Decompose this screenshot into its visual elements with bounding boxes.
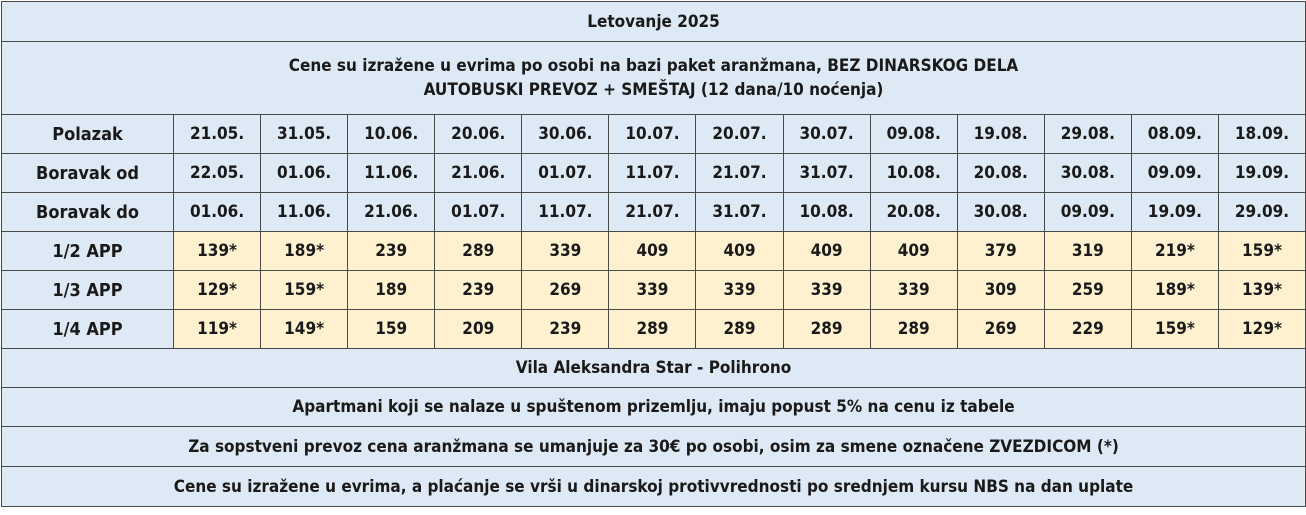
title-row xyxy=(2,2,1306,42)
table-cell: 10.07. xyxy=(609,115,696,154)
table-cell: 10.08. xyxy=(783,193,870,232)
note-row-1 xyxy=(2,388,1306,427)
table-cell: 20.08. xyxy=(957,154,1044,193)
table-cell: 11.07. xyxy=(522,193,609,232)
table-cell: 149* xyxy=(261,310,348,349)
villa-name: Vila Aleksandra Star - Polihrono xyxy=(2,349,1306,388)
table-cell: 409 xyxy=(609,232,696,271)
table-cell: 309 xyxy=(957,271,1044,310)
table-cell: 229 xyxy=(1044,310,1131,349)
table-cell: 31.07. xyxy=(783,154,870,193)
table-cell: 19.09. xyxy=(1218,154,1305,193)
note-basement-discount: Apartmani koji se nalaze u spuštenom prizemlju, imaju popust 5% na cenu iz tabele xyxy=(2,388,1306,427)
table-cell: 20.08. xyxy=(870,193,957,232)
table-cell: 19.08. xyxy=(957,115,1044,154)
table-cell: 129* xyxy=(174,271,261,310)
table-cell: 209 xyxy=(435,310,522,349)
table-cell: 409 xyxy=(870,232,957,271)
table-cell: 379 xyxy=(957,232,1044,271)
table-cell: 29.09. xyxy=(1218,193,1305,232)
row-label: Boravak od xyxy=(2,154,174,193)
subtitle-line-2: AUTOBUSKI PREVOZ + SMEŠTAJ (12 dana/10 noćenja) xyxy=(423,80,884,100)
table-cell: 219* xyxy=(1131,232,1218,271)
table-cell: 21.07. xyxy=(696,154,783,193)
note-row-2 xyxy=(2,427,1306,467)
row-app-1-2 xyxy=(2,232,1306,271)
row-app-1-3 xyxy=(2,271,1306,310)
table-cell: 08.09. xyxy=(1131,115,1218,154)
table-cell: 21.06. xyxy=(435,154,522,193)
table-cell: 31.07. xyxy=(696,193,783,232)
table-cell: 11.06. xyxy=(348,154,435,193)
table-cell: 21.05. xyxy=(174,115,261,154)
table-cell: 18.09. xyxy=(1218,115,1305,154)
table-cell: 289 xyxy=(435,232,522,271)
table-cell: 409 xyxy=(783,232,870,271)
note-row-3 xyxy=(2,467,1306,507)
row-polazak xyxy=(2,115,1306,154)
table-cell: 319 xyxy=(1044,232,1131,271)
table-cell: 10.06. xyxy=(348,115,435,154)
table-cell: 30.08. xyxy=(957,193,1044,232)
table-cell: 289 xyxy=(609,310,696,349)
table-cell: 239 xyxy=(435,271,522,310)
price-table xyxy=(1,1,1306,507)
table-cell: 159 xyxy=(348,310,435,349)
table-cell: 22.05. xyxy=(174,154,261,193)
table-cell: 21.07. xyxy=(609,193,696,232)
table-cell: 01.06. xyxy=(174,193,261,232)
table-cell: 409 xyxy=(696,232,783,271)
row-label: Boravak do xyxy=(2,193,174,232)
table-cell: 339 xyxy=(870,271,957,310)
table-cell: 269 xyxy=(522,271,609,310)
table-cell: 289 xyxy=(870,310,957,349)
table-title: Letovanje 2025 xyxy=(2,2,1306,42)
table-cell: 339 xyxy=(696,271,783,310)
table-cell: 29.08. xyxy=(1044,115,1131,154)
table-cell: 339 xyxy=(783,271,870,310)
table-cell: 189 xyxy=(348,271,435,310)
row-app-1-4 xyxy=(2,310,1306,349)
table-subtitle xyxy=(2,42,1306,115)
table-cell: 21.06. xyxy=(348,193,435,232)
table-cell: 289 xyxy=(783,310,870,349)
villa-row xyxy=(2,349,1306,388)
table-cell: 159* xyxy=(1131,310,1218,349)
table-cell: 11.07. xyxy=(609,154,696,193)
table-cell: 01.06. xyxy=(261,154,348,193)
table-cell: 11.06. xyxy=(261,193,348,232)
table-cell: 10.08. xyxy=(870,154,957,193)
table-cell: 09.08. xyxy=(870,115,957,154)
table-cell: 129* xyxy=(1218,310,1305,349)
row-label: 1/4 APP xyxy=(2,310,174,349)
table-cell: 159* xyxy=(1218,232,1305,271)
table-cell: 239 xyxy=(522,310,609,349)
table-cell: 269 xyxy=(957,310,1044,349)
table-cell: 189* xyxy=(261,232,348,271)
row-boravak-do xyxy=(2,193,1306,232)
table-cell: 30.07. xyxy=(783,115,870,154)
row-label: Polazak xyxy=(2,115,174,154)
table-cell: 31.05. xyxy=(261,115,348,154)
table-cell: 139* xyxy=(1218,271,1305,310)
table-cell: 159* xyxy=(261,271,348,310)
note-payment: Cene su izražene u evrima, a plaćanje se vrši u dinarskoj protivvrednosti po srednjem kursu NBS na dan uplate xyxy=(2,467,1306,507)
table-cell: 09.09. xyxy=(1044,193,1131,232)
table-cell: 01.07. xyxy=(522,154,609,193)
note-own-transport: Za sopstveni prevoz cena aranžmana se umanjuje za 30€ po osobi, osim za smene označene ZVEZDICOM (*) xyxy=(2,427,1306,467)
row-label: 1/3 APP xyxy=(2,271,174,310)
table-cell: 189* xyxy=(1131,271,1218,310)
table-cell: 289 xyxy=(696,310,783,349)
table-cell: 01.07. xyxy=(435,193,522,232)
table-cell: 239 xyxy=(348,232,435,271)
table-cell: 20.06. xyxy=(435,115,522,154)
table-cell: 339 xyxy=(522,232,609,271)
table-cell: 139* xyxy=(174,232,261,271)
table-cell: 19.09. xyxy=(1131,193,1218,232)
table-cell: 20.07. xyxy=(696,115,783,154)
row-boravak-od xyxy=(2,154,1306,193)
row-label: 1/2 APP xyxy=(2,232,174,271)
table-cell: 259 xyxy=(1044,271,1131,310)
table-cell: 119* xyxy=(174,310,261,349)
table-cell: 339 xyxy=(609,271,696,310)
subtitle-row xyxy=(2,42,1306,115)
subtitle-line-1: Cene su izražene u evrima po osobi na bazi paket aranžmana, BEZ DINARSKOG DELA xyxy=(288,56,1019,76)
table-cell: 30.06. xyxy=(522,115,609,154)
table-cell: 30.08. xyxy=(1044,154,1131,193)
table-cell: 09.09. xyxy=(1131,154,1218,193)
